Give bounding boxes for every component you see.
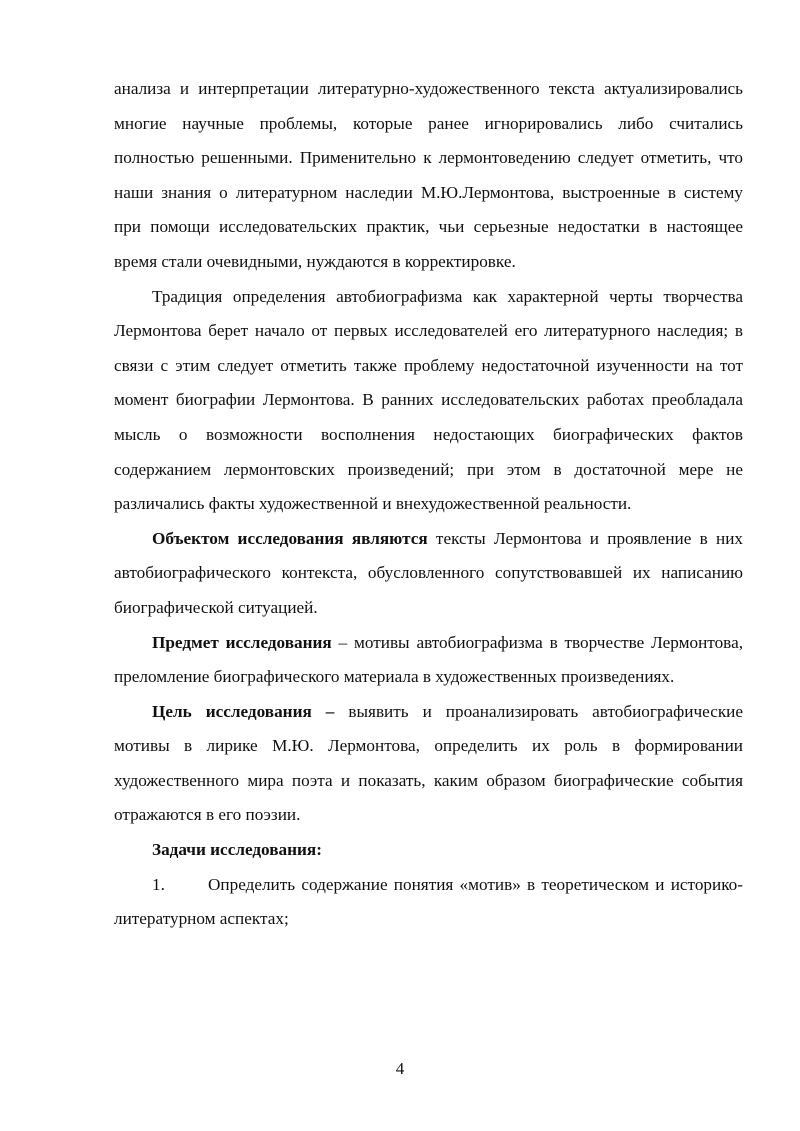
paragraph-tradition: Традиция определения автобиографизма как характерной черты творчества Лермонтова берет начало от первых исследователей его литературного наследия; в связи с этим следует отметить также проблему недостаточной изученности на тот момент биографии Лермонтова. В ранних исследовательских работах преобладала мысль о возможности восполнения недостающих биографических фактов содержанием лермонтовских произведений; при этом в достаточной мере не различались факты художественной и внехудожественной реальности. xyxy=(114,286,743,514)
task-number: 1. xyxy=(152,874,165,894)
object-label: Объектом исследования являются xyxy=(152,528,428,548)
paragraph-goal xyxy=(114,695,743,833)
task-item xyxy=(114,868,743,937)
task-text: Определить содержание понятия «мотив» в теоретическом и историко-литературном аспектах; xyxy=(114,874,743,929)
goal-label: Цель исследования – xyxy=(152,701,335,721)
subject-text: – мотивы автобиографизма в творчестве Лермонтова, преломление биографического материала в художественных произведениях. xyxy=(114,632,743,687)
page-body xyxy=(114,72,743,937)
paragraph-subject xyxy=(114,626,743,695)
subject-label: Предмет исследования xyxy=(152,632,332,652)
paragraph-object xyxy=(114,522,743,626)
paragraph-intro-continuation: анализа и интерпретации литературно-художественного текста актуализировались многие научные проблемы, которые ранее игнорировались либо считались полностью решенными. Применительно к лермонтоведению следует отметить, что наши знания о литературном наследии М.Ю.Лермонтова, выстроенные в систему при помощи исследовательских практик, чьи серьезные недостатки в настоящее время стали очевидными, нуждаются в корректировке. xyxy=(114,79,743,271)
object-text: тексты Лермонтова и проявление в них автобиографического контекста, обусловленного сопутствовавшей их написанию биографической ситуацией. xyxy=(114,528,743,617)
page-number: 4 xyxy=(395,1059,405,1078)
tasks-heading: Задачи исследования: xyxy=(152,840,322,860)
goal-text: выявить и проанализировать автобиографические мотивы в лирике М.Ю. Лермонтова, определить их роль в формировании художественного мира поэта и показать, каким образом биографические события отражаются в его поэзии. xyxy=(114,701,744,825)
